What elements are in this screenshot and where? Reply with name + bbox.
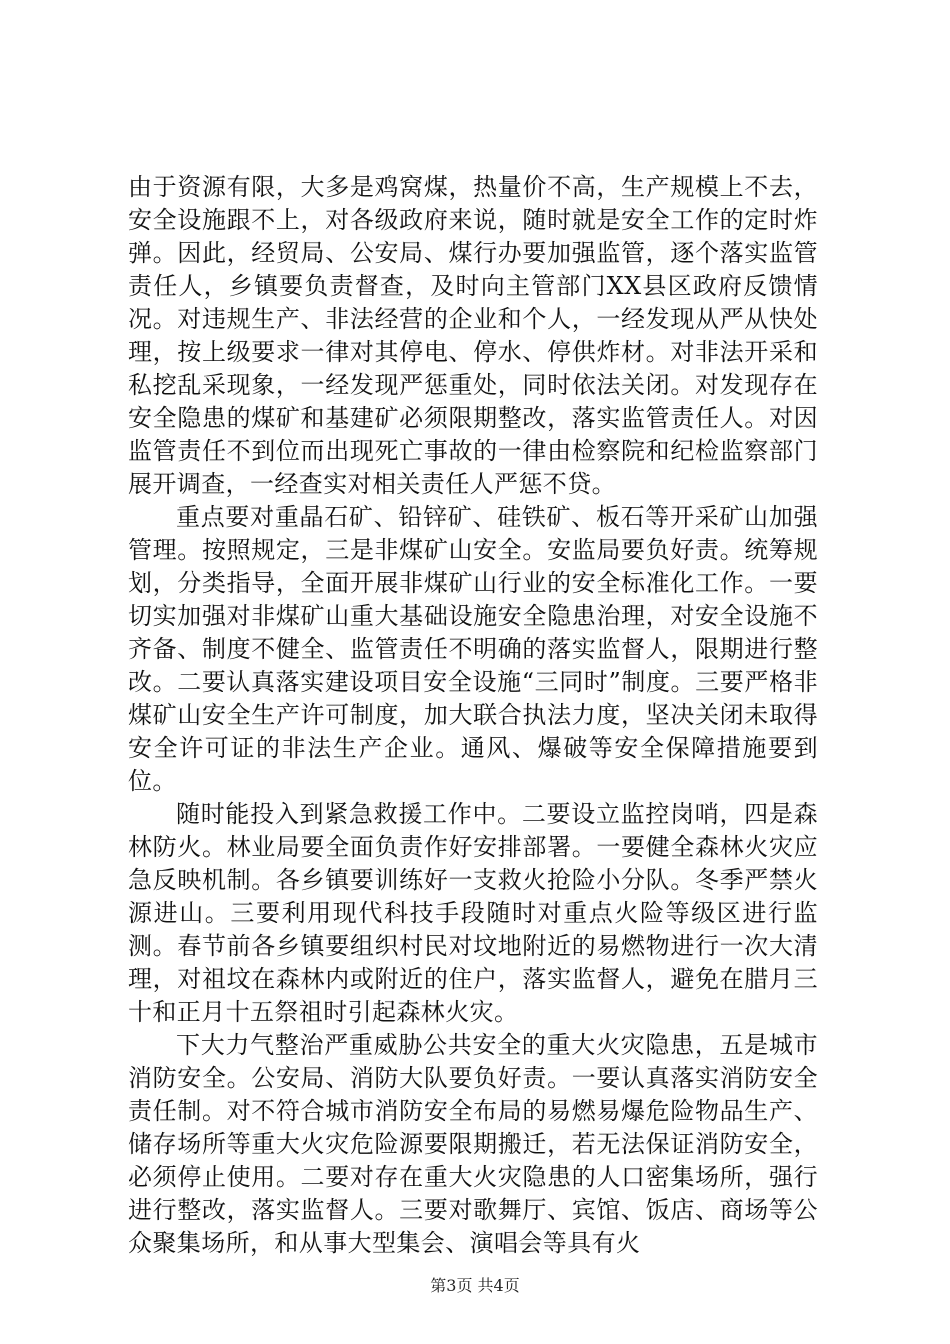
- document-body: [128, 171, 818, 1260]
- paragraph-2: 重点要对重晶石矿、铅锌矿、硅铁矿、板石等开采矿山加强管理。按照规定，三是非煤矿山安全。安监局要负好责。统筹规划，分类指导，全面开展非煤矿山行业的安全标准化工作。一要切实加强对非煤矿山重大基础设施安全隐患治理，对安全设施不齐备、制度不健全、监管责任不明确的落实监督人，限期进行整改。二要认真落实建设项目安全设施“三同时”制度。三要严格非煤矿山安全生产许可制度，加大联合执法力度，坚决关闭未取得安全许可证的非法生产企业。通风、爆破等安全保障措施要到位。: [128, 503, 818, 795]
- paragraph-3: 随时能投入到紧急救援工作中。二要设立监控岗哨，四是森林防火。林业局要全面负责作好安排部署。一要健全森林火灾应急反映机制。各乡镇要训练好一支救火抢险小分队。冬季严禁火源进山。三要利用现代科技手段随时对重点火险等级区进行监测。春节前各乡镇要组织村民对坟地附近的易燃物进行一次大清理，对祖坟在森林内或附近的住户，落实监督人，避免在腊月三十和正月十五祭祖时引起森林火灾。: [128, 800, 818, 1026]
- paragraph-4: 下大力气整治严重威胁公共安全的重大火灾隐患，五是城市消防安全。公安局、消防大队要负好责。一要认真落实消防安全责任制。对不符合城市消防安全布局的易燃易爆危险物品生产、储存场所等重大火灾危险源要限期搬迁，若无法保证消防安全，必须停止使用。二要对存在重大火灾隐患的人口密集场所，强行进行整改，落实监督人。三要对歌舞厅、宾馆、饭店、商场等公众聚集场所，和从事大型集会、演唱会等具有火: [128, 1031, 818, 1257]
- page-number-footer: 第3页 共4页: [430, 1276, 520, 1295]
- paragraph-1: 由于资源有限，大多是鸡窝煤，热量价不高，生产规模上不去，安全设施跟不上，对各级政府来说，随时就是安全工作的定时炸弹。因此，经贸局、公安局、煤行办要加强监管，逐个落实监管责任人，乡镇要负责督查，及时向主管部门XX县区政府反馈情况。对违规生产、非法经营的企业和个人，一经发现从严从快处理，按上级要求一律对其停电、停水、停供炸材。对非法开采和私挖乱采现象，一经发现严惩重处，同时依法关闭。对发现存在安全隐患的煤矿和基建矿必须限期整改，落实监管责任人。对因监管责任不到位而出现死亡事故的一律由检察院和纪检监察部门展开调查，一经查实对相关责任人严惩不贷。: [128, 173, 818, 498]
